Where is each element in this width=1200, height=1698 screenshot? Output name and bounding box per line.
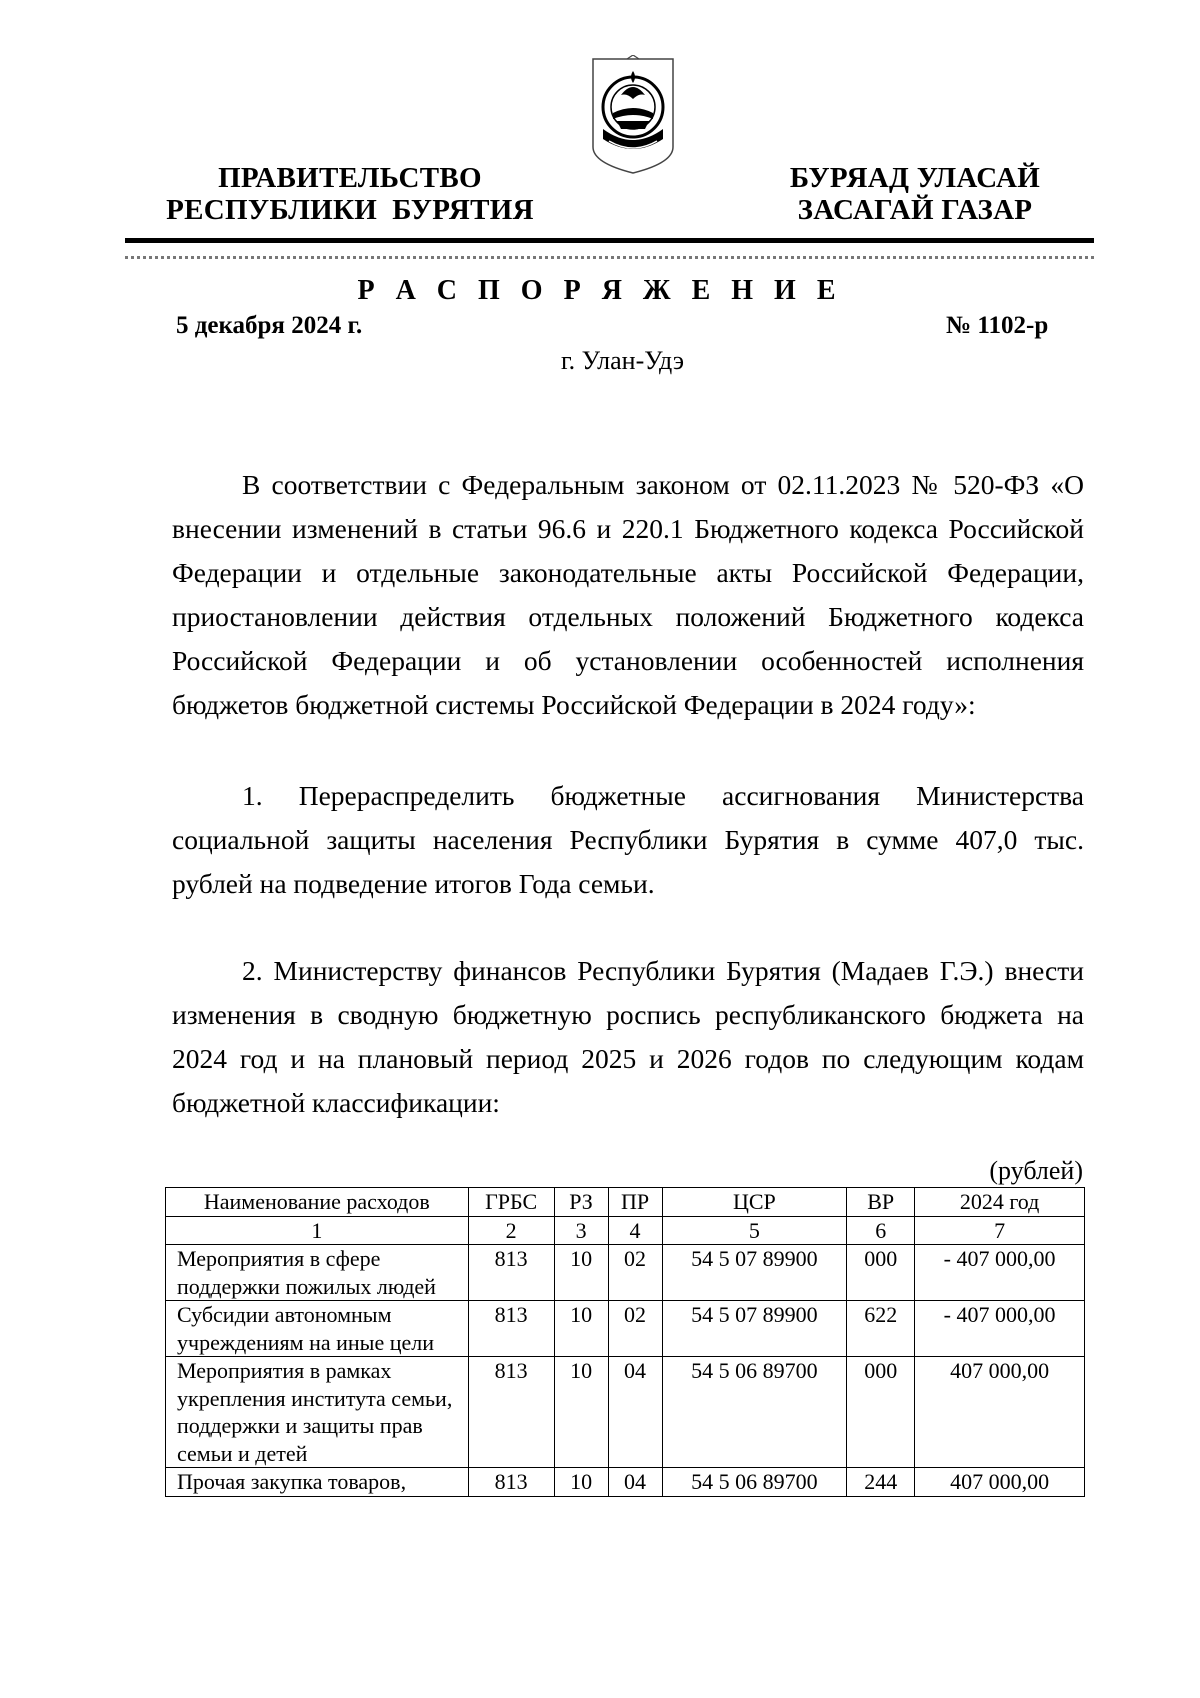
grbs-cell: 813 (468, 1245, 554, 1301)
csr-cell: 54 5 07 89900 (662, 1301, 847, 1357)
column-number: 3 (554, 1216, 608, 1245)
column-header: Наименование расходов (166, 1188, 469, 1217)
column-number: 4 (608, 1216, 662, 1245)
expense-name-cell: Прочая закупка товаров, (166, 1468, 469, 1497)
column-header: ЦСР (662, 1188, 847, 1217)
column-header: ВР (847, 1188, 915, 1217)
budget-table (165, 1187, 1085, 1497)
column-number: 1 (166, 1216, 469, 1245)
column-number: 7 (915, 1216, 1085, 1245)
gov-name-buryat-line1: БУРЯАД УЛАСАЙ (789, 162, 1041, 194)
column-number: 6 (847, 1216, 915, 1245)
column-number: 5 (662, 1216, 847, 1245)
expense-name-cell: Мероприятия в рамках укрепления института семьи, поддержки и защиты прав семьи и детей (166, 1357, 469, 1468)
gov-name-buryat (770, 162, 1060, 226)
csr-cell: 54 5 06 89700 (662, 1357, 847, 1468)
pr-cell: 04 (608, 1357, 662, 1468)
table-row (166, 1301, 1085, 1357)
csr-cell: 54 5 07 89900 (662, 1245, 847, 1301)
gov-name-russian-line2: РЕСПУБЛИКИ БУРЯТИЯ (166, 194, 534, 226)
expense-name-cell: Мероприятия в сфере поддержки пожилых людей (166, 1245, 469, 1301)
table-row (166, 1245, 1085, 1301)
table-column-numbers-row (166, 1216, 1085, 1245)
document-city: г. Улан-Удэ (560, 346, 685, 375)
rz-cell: 10 (554, 1468, 608, 1497)
point-1-paragraph: 1. Перераспределить бюджетные ассигнования Министерства социальной защиты населения Республики Бурятия в сумме 407,0 тыс. рублей на подведение итогов Года семьи. (172, 780, 1084, 899)
document-date: 5 декабря 2024 г. (176, 312, 363, 339)
pr-cell: 02 (608, 1301, 662, 1357)
gov-name-buryat-line2: ЗАСАГАЙ ГАЗАР (797, 194, 1033, 226)
point-2-paragraph: 2. Министерству финансов Республики Бурятия (Мадаев Г.Э.) внести изменения в сводную бюджетную роспись республиканского бюджета на 2024 год и на плановый период 2025 и 2026 годов по следующим кодам бюджетной классификации: (172, 955, 1084, 1118)
rz-cell: 10 (554, 1301, 608, 1357)
vr-cell: 000 (847, 1357, 915, 1468)
pr-cell: 04 (608, 1468, 662, 1497)
coat-of-arms-icon (587, 55, 679, 177)
pr-cell: 02 (608, 1245, 662, 1301)
expense-name-cell: Субсидии автономным учреждениям на иные цели (166, 1301, 469, 1357)
gov-name-russian-line1: ПРАВИТЕЛЬСТВО (218, 162, 482, 194)
grbs-cell: 813 (468, 1301, 554, 1357)
document-type: Р А С П О Р Я Ж Е Н И Е (357, 275, 843, 306)
column-number: 2 (468, 1216, 554, 1245)
amount-cell: - 407 000,00 (915, 1245, 1085, 1301)
table-units: (рублей) (989, 1156, 1083, 1185)
document-number: № 1102-р (946, 312, 1049, 339)
amount-cell: 407 000,00 (915, 1357, 1085, 1468)
header-rule (125, 238, 1094, 243)
table-header-row (166, 1188, 1085, 1217)
column-header: ГРБС (468, 1188, 554, 1217)
vr-cell: 244 (847, 1468, 915, 1497)
vr-cell: 622 (847, 1301, 915, 1357)
table-row (166, 1357, 1085, 1468)
rz-cell: 10 (554, 1357, 608, 1468)
amount-cell: - 407 000,00 (915, 1301, 1085, 1357)
grbs-cell: 813 (468, 1468, 554, 1497)
gov-name-russian (165, 162, 535, 226)
column-header: РЗ (554, 1188, 608, 1217)
amount-cell: 407 000,00 (915, 1468, 1085, 1497)
table-row (166, 1468, 1085, 1497)
grbs-cell: 813 (468, 1357, 554, 1468)
header-rule-dotted (125, 256, 1094, 259)
csr-cell: 54 5 06 89700 (662, 1468, 847, 1497)
intro-paragraph: В соответствии с Федеральным законом от 02.11.2023 № 520-ФЗ «О внесении изменений в статьи 96.6 и 220.1 Бюджетного кодекса Российской Федерации и отдельные законодательные акты Российской Федерации, приостановлении действия отдельных положений Бюджетного кодекса Российской Федерации и об установлении особенностей исполнения бюджетов бюджетной системы Российской Федерации в 2024 году»: (172, 469, 1084, 720)
column-header: 2024 год (915, 1188, 1085, 1217)
vr-cell: 000 (847, 1245, 915, 1301)
rz-cell: 10 (554, 1245, 608, 1301)
column-header: ПР (608, 1188, 662, 1217)
